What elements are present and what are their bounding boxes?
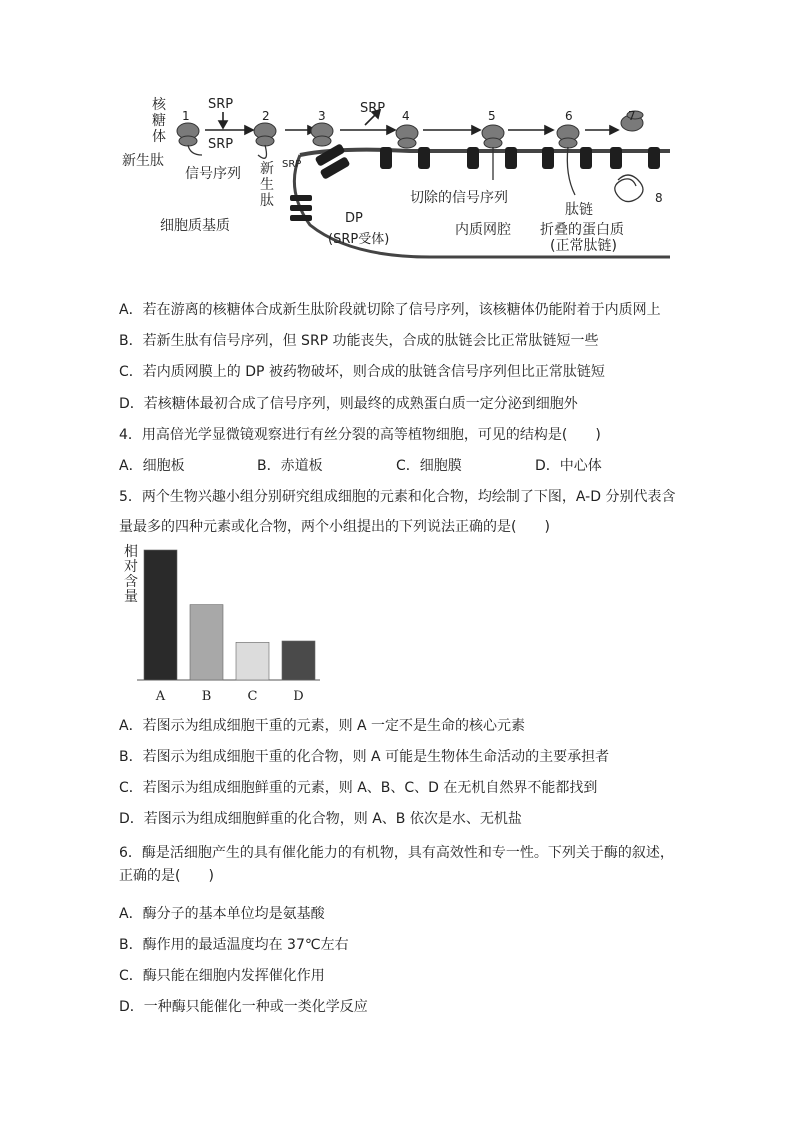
step-5: 5	[488, 109, 496, 123]
bar-chart	[115, 545, 325, 710]
q4-option-b: B．赤道板	[257, 458, 323, 474]
chart-y-label: 相对含量	[124, 544, 138, 605]
bar-C	[236, 642, 269, 680]
label-dp-desc: (SRP受体)	[328, 232, 390, 247]
q6-option-d: D．一种酶只能催化一种或一类化学反应	[119, 999, 368, 1015]
q5-option-a: A．若图示为组成细胞干重的元素，则 A 一定不是生命的核心元素	[119, 718, 526, 734]
tick-label-B: B	[201, 689, 212, 704]
label-cleaved-signal: 切除的信号序列	[410, 190, 508, 206]
bar-D	[282, 641, 315, 680]
label-cytoplasm: 细胞质基质	[160, 218, 230, 234]
step-2: 2	[262, 109, 270, 123]
q5-option-d: D．若图示为组成细胞鲜重的化合物，则 A、B 依次是水、无机盐	[119, 811, 522, 827]
q6-option-c: C．酶只能在细胞内发挥催化作用	[119, 968, 325, 984]
q3-option-c: C．若内质网膜上的 DP 被药物破坏，则合成的肽链含信号序列但比正常肽链短	[119, 364, 605, 380]
q5-stem-line1: 5．两个生物兴趣小组分别研究组成细胞的元素和化合物，均绘制了下图，A-D 分别代表含	[119, 489, 676, 505]
q5-option-b: B．若图示为组成细胞干重的化合物，则 A 可能是生物体生命活动的主要承担者	[119, 749, 610, 765]
srp-pathway-diagram	[110, 95, 680, 265]
q4-option-c: C．细胞膜	[396, 458, 462, 474]
step-3: 3	[318, 109, 326, 123]
step-1: 1	[182, 109, 190, 123]
tick-label-D: D	[293, 689, 304, 704]
q3-option-a: A．若在游离的核糖体合成新生肽阶段就切除了信号序列，该核糖体仍能附着于内质网上	[119, 302, 661, 318]
label-srp-mid: SRP	[208, 137, 234, 152]
q3-option-d: D．若核糖体最初合成了信号序列，则最终的成熟蛋白质一定分泌到细胞外	[119, 396, 578, 412]
step-8: 8	[655, 191, 663, 205]
q4-option-d: D．中心体	[535, 458, 602, 474]
tick-label-C: C	[247, 689, 258, 704]
label-normal-chain: (正常肽链)	[550, 238, 617, 254]
tick-label-A: A	[155, 689, 166, 704]
label-peptide-chain: 肽链	[565, 202, 593, 218]
label-srp-r: SRP	[282, 159, 302, 170]
label-signal-sequence: 信号序列	[185, 166, 241, 182]
label-ribosome: 核 糖 体	[152, 97, 166, 145]
label-dp: DP	[345, 211, 363, 226]
q3-option-b: B．若新生肽有信号序列，但 SRP 功能丧失，合成的肽链会比正常肽链短一些	[119, 333, 599, 349]
step-6: 6	[565, 109, 573, 123]
label-srp-top: SRP	[208, 97, 234, 112]
label-srp-released: SRP	[360, 101, 386, 116]
bar-A	[144, 550, 177, 680]
label-er-lumen: 内质网腔	[455, 222, 511, 238]
label-folded-protein: 折叠的蛋白质	[540, 222, 624, 238]
q6-stem-line1: 6．酶是活细胞产生的具有催化能力的有机物，具有高效性和专一性。下列关于酶的叙述，	[119, 845, 674, 861]
label-new-peptide: 新生肽	[122, 153, 164, 169]
q6-stem-line2: 正确的是( )	[119, 868, 214, 884]
bar-B	[190, 605, 223, 680]
q5-option-c: C．若图示为组成细胞鲜重的元素，则 A、B、C、D 在无机自然界不能都找到	[119, 780, 598, 796]
q6-option-b: B．酶作用的最适温度均在 37℃左右	[119, 937, 349, 953]
step-4: 4	[402, 109, 410, 123]
q5-stem-line2: 量最多的四种元素或化合物，两个小组提出的下列说法正确的是( )	[119, 519, 550, 535]
step-7: 7	[628, 109, 636, 123]
label-new-peptide-2: 新 生 肽	[260, 161, 274, 209]
q4-stem: 4．用高倍光学显微镜观察进行有丝分裂的高等植物细胞，可见的结构是( )	[119, 427, 601, 443]
chart-plot	[115, 545, 325, 710]
q6-option-a: A．酶分子的基本单位均是氨基酸	[119, 906, 325, 922]
q4-option-a: A．细胞板	[119, 458, 185, 474]
